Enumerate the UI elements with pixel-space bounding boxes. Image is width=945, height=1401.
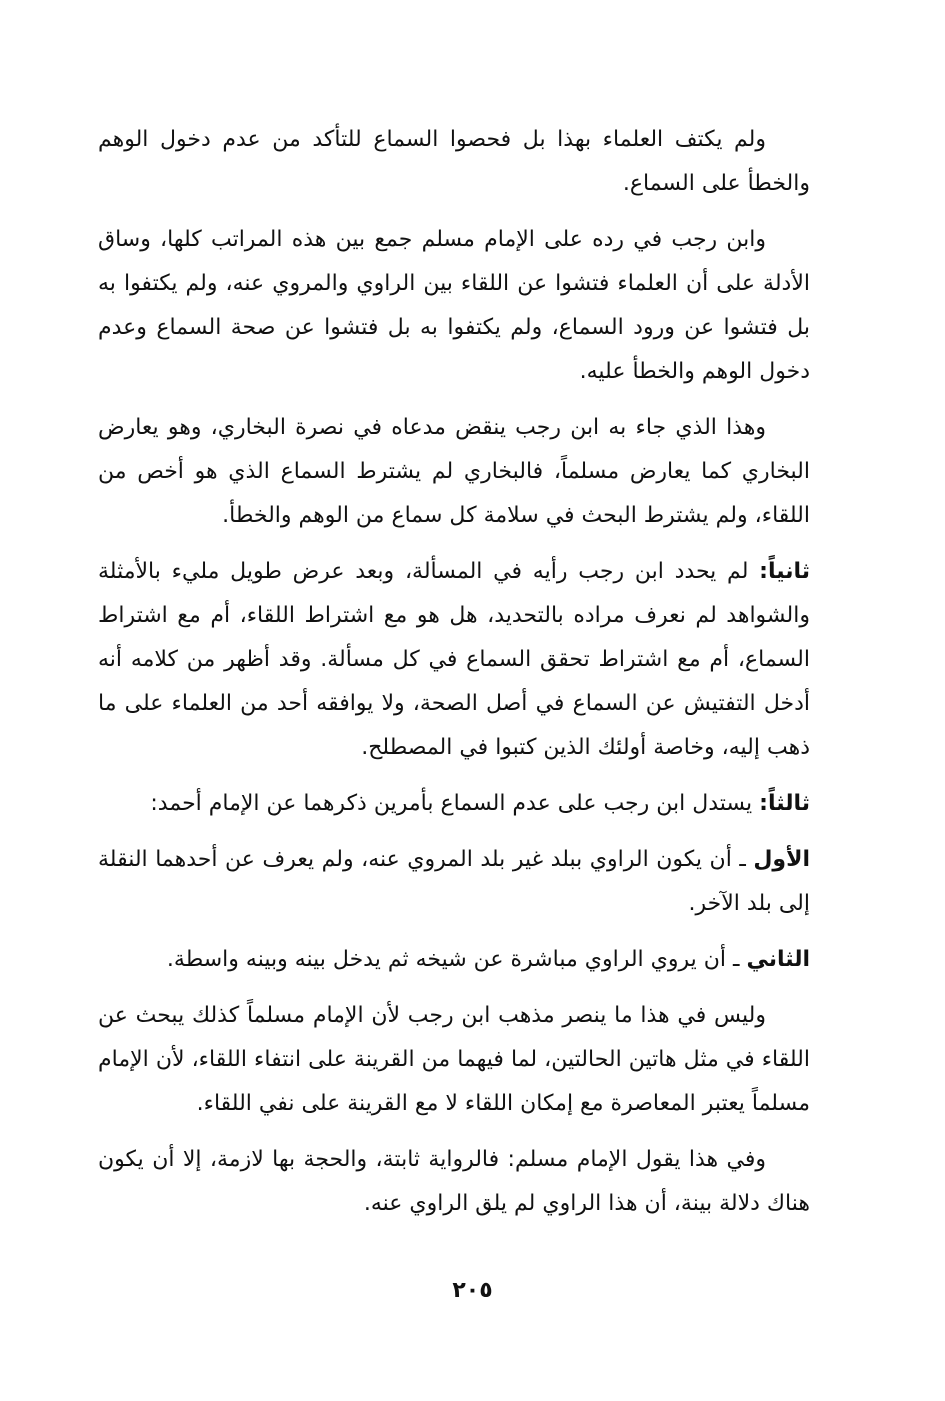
paragraph-4-text: لم يحدد ابن رجب رأيه في المسألة، وبعد عرض طويل مليء بالأمثلة والشواهد لم نعرف مراده بالتحديد، هل هو مع اشتراط اللقاء، أم مع اشتراط السماع، أم مع اشتراط تحقق السماع في كل مسألة. وقد أظهر من كلامه أنه أدخل التفتيش عن السماع في أصل الصحة، ولا يوافقه أحد من العلماء على ما ذهب إليه، وخاصة أولئك الذين كتبوا في المصطلح.	[98, 559, 810, 760]
paragraph-5-text: يستدل ابن رجب على عدم السماع بأمرين ذكرهما عن الإمام أحمد:	[150, 791, 760, 816]
paragraph-4-lead: ثانياً:	[759, 559, 810, 584]
paragraph-7	[98, 938, 810, 982]
paragraph-8-text: وليس في هذا ما ينصر مذهب ابن رجب لأن الإمام مسلماً كذلك يبحث عن اللقاء في مثل هاتين الحالتين، لما فيهما من القرينة على انتفاء اللقاء، لأن الإمام مسلماً يعتبر المعاصرة مع إمكان اللقاء لا مع القرينة على نفي اللقاء.	[98, 1003, 810, 1116]
paragraph-6-lead: الأول	[753, 847, 810, 872]
page-body	[98, 118, 810, 1238]
paragraph-1	[98, 118, 810, 206]
paragraph-6	[98, 838, 810, 926]
paragraph-1-text: ولم يكتف العلماء بهذا بل فحصوا السماع للتأكد من عدم دخول الوهم والخطأ على السماع.	[98, 127, 810, 196]
paragraph-5	[98, 782, 810, 826]
paragraph-8	[98, 994, 810, 1126]
paragraph-5-lead: ثالثاً:	[759, 791, 810, 816]
page-number: ٢٠٥	[452, 1278, 493, 1303]
paragraph-3	[98, 406, 810, 538]
paragraph-2-text: وابن رجب في رده على الإمام مسلم جمع بين هذه المراتب كلها، وساق الأدلة على أن العلماء فتشوا عن اللقاء بين الراوي والمروي عنه، ولم يكتفوا به بل فتشوا عن ورود السماع، ولم يكتفوا به بل فتشوا عن صحة السماع وعدم دخول الوهم والخطأ عليه.	[98, 227, 810, 384]
paragraph-9	[98, 1138, 810, 1226]
paragraph-3-text: وهذا الذي جاء به ابن رجب ينقض مدعاه في نصرة البخاري، وهو يعارض البخاري كما يعارض مسلماً، فالبخاري لم يشترط السماع الذي هو أخص من اللقاء، ولم يشترط البحث في سلامة كل سماع من الوهم والخطأ.	[98, 415, 810, 528]
paragraph-9-text: وفي هذا يقول الإمام مسلم: فالرواية ثابتة، والحجة بها لازمة، إلا أن يكون هناك دلالة بينة، أن هذا الراوي لم يلق الراوي عنه.	[98, 1147, 810, 1216]
paragraph-2	[98, 218, 810, 394]
paragraph-7-lead: الثاني	[746, 947, 810, 972]
paragraph-6-text: ـ أن يكون الراوي ببلد غير بلد المروي عنه، ولم يعرف عن أحدهما النقلة إلى بلد الآخر.	[98, 847, 810, 916]
paragraph-7-text: ـ أن يروي الراوي مباشرة عن شيخه ثم يدخل بينه وبينه واسطة.	[166, 947, 747, 972]
paragraph-4	[98, 550, 810, 770]
